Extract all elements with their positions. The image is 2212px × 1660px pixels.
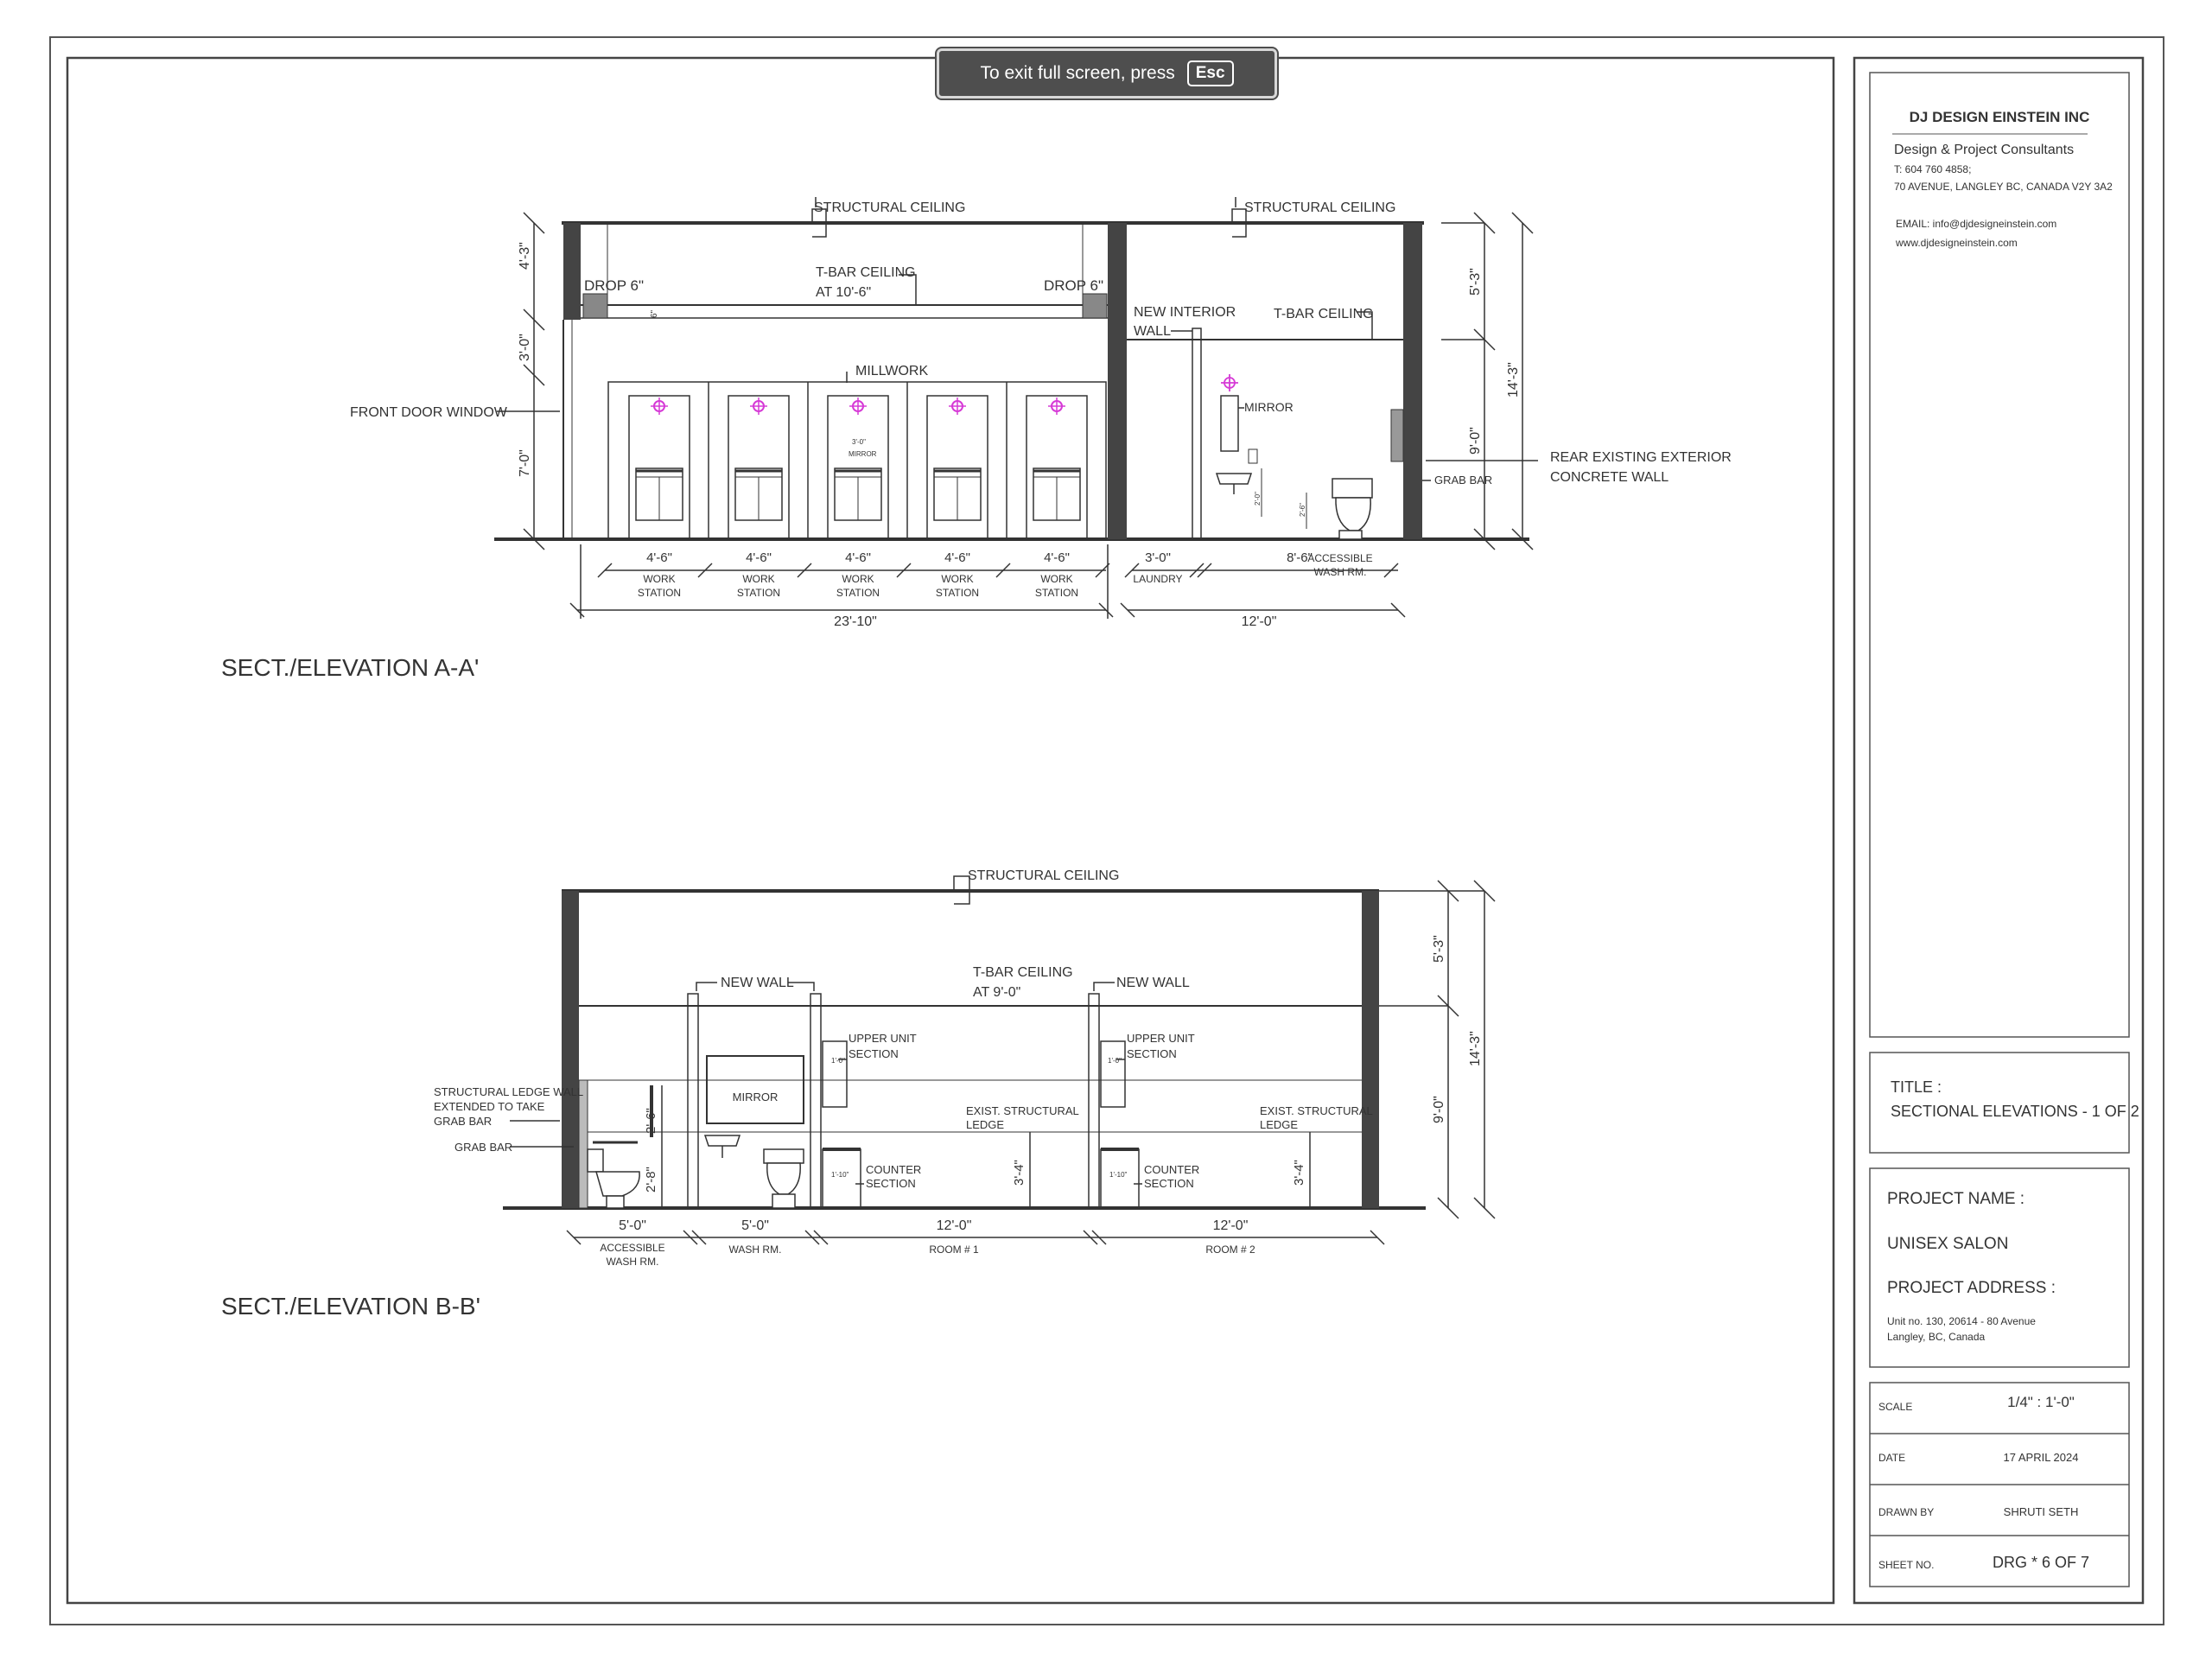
b-w1-label-1: ACCESSIBLE: [600, 1242, 665, 1254]
b-dim-2-6: 2'-6": [644, 1108, 658, 1134]
b-upper-unit-2b: SECTION: [1127, 1047, 1177, 1060]
station-label-1: WORK: [742, 573, 775, 585]
a-new-interior-wall-2: WALL: [1134, 324, 1171, 339]
work-station: [828, 396, 888, 599]
a-left-dim-2: 3'-0": [518, 334, 532, 361]
scale-label: SCALE: [1878, 1401, 1913, 1413]
a-total-left: 23'-10": [834, 614, 877, 629]
a-mirror: MIRROR: [1244, 400, 1294, 414]
b-upper-unit-1a: UPPER UNIT: [849, 1032, 917, 1045]
station-width: 4'-6": [746, 550, 772, 565]
b-new-wall-right: NEW WALL: [1116, 976, 1190, 990]
b-w3: 12'-0": [936, 1218, 972, 1233]
b-w3-label: ROOM # 1: [929, 1243, 979, 1256]
b-right-dim-2: 9'-0": [1432, 1096, 1446, 1123]
a-small-mirror: MIRROR: [849, 450, 877, 458]
b-right-dim-1: 5'-3": [1432, 935, 1446, 963]
sheet-label: SHEET NO.: [1878, 1559, 1935, 1571]
b-counter-1b: SECTION: [866, 1177, 916, 1190]
date-value: 17 APRIL 2024: [2003, 1451, 2079, 1464]
a-small-dim-26: 2'-6": [1299, 503, 1306, 517]
a-tbar-height: AT 10'-6": [816, 285, 872, 300]
station-label-2: STATION: [1034, 587, 1079, 599]
section-b-drawing: [503, 891, 1426, 1208]
section-a-title: SECT./ELEVATION A-A': [221, 654, 480, 681]
station-width: 4'-6": [646, 550, 672, 565]
b-dim-2-8: 2'-8": [644, 1167, 658, 1193]
work-stations: [629, 374, 1238, 599]
b-small-1-10-a: 1'-10": [831, 1171, 849, 1179]
title-value: SECTIONAL ELEVATIONS - 1 OF 2: [1891, 1103, 2139, 1120]
b-counter-2b: SECTION: [1144, 1177, 1194, 1190]
b-counter-1a: COUNTER: [866, 1163, 922, 1176]
firm-address: 70 AVENUE, LANGLEY BC, CANADA V2Y 3A2: [1894, 181, 2113, 193]
b-small-1-0-a: 1'-0": [831, 1057, 845, 1065]
a-grab-bar: GRAB BAR: [1434, 474, 1493, 487]
b-right-dim-3: 14'-3": [1468, 1031, 1483, 1066]
a-structural-ceiling-left: STRUCTURAL CEILING: [814, 200, 966, 215]
section-b-labels: [221, 868, 1483, 1320]
a-six-inch: 6": [650, 309, 659, 318]
b-small-1-10-b: 1'-10": [1109, 1171, 1128, 1179]
b-grab-bar: GRAB BAR: [454, 1141, 513, 1154]
station-label-2: STATION: [935, 587, 980, 599]
outer-border: [50, 37, 2164, 1625]
b-w1-label-2: WASH RM.: [606, 1256, 659, 1268]
a-tbar-ceiling-right: T-BAR CEILING: [1274, 307, 1374, 321]
a-rear-wall-2: CONCRETE WALL: [1550, 470, 1669, 485]
a-new-interior-wall-1: NEW INTERIOR: [1134, 305, 1236, 320]
b-small-1-0-b: 1'-0": [1108, 1057, 1122, 1065]
firm-phone: T: 604 760 4858;: [1894, 163, 1972, 175]
b-w2: 5'-0": [741, 1218, 769, 1233]
a-laundry-width: 3'-0": [1145, 550, 1171, 565]
a-washrm-width: 8'-6": [1287, 550, 1313, 565]
a-total-right: 12'-0": [1241, 614, 1277, 629]
work-station: [728, 396, 789, 599]
station-width: 4'-6": [845, 550, 871, 565]
b-w4: 12'-0": [1212, 1218, 1249, 1233]
a-rear-wall-1: REAR EXISTING EXTERIOR: [1550, 450, 1732, 465]
fullscreen-exit-message: To exit full screen, press: [980, 63, 1175, 83]
b-w1: 5'-0": [619, 1218, 646, 1233]
project-address-line1: Unit no. 130, 20614 - 80 Avenue: [1887, 1315, 2036, 1327]
esc-key-badge[interactable]: Esc: [1187, 60, 1234, 86]
b-dim-3-4-b: 3'-4": [1292, 1160, 1306, 1186]
light-fixture-icon: [1221, 374, 1238, 391]
a-mirror-dim: 3'-0": [852, 438, 866, 446]
b-upper-unit-2a: UPPER UNIT: [1127, 1032, 1195, 1045]
project-address-label: PROJECT ADDRESS :: [1887, 1279, 2056, 1297]
section-a-fixtures: [1217, 449, 1372, 539]
sheet-value: DRG * 6 OF 7: [1992, 1554, 2090, 1571]
b-ledge-2a: EXIST. STRUCTURAL: [1260, 1104, 1373, 1117]
station-width: 4'-6": [944, 550, 970, 565]
b-dim-3-4-a: 3'-4": [1012, 1160, 1027, 1186]
b-counter-2a: COUNTER: [1144, 1163, 1200, 1176]
station-label-2: STATION: [637, 587, 682, 599]
station-label-1: WORK: [842, 573, 874, 585]
project-name-label: PROJECT NAME :: [1887, 1190, 2025, 1208]
work-station: [629, 396, 690, 599]
station-label-1: WORK: [941, 573, 974, 585]
drawn-by-label: DRAWN BY: [1878, 1506, 1935, 1518]
b-ledge-1b: LEDGE: [966, 1118, 1005, 1131]
a-right-dim-2: 9'-0": [1468, 427, 1483, 455]
a-small-dim-2ft: 2'-0": [1254, 492, 1262, 506]
b-ledge-1a: EXIST. STRUCTURAL: [966, 1104, 1079, 1117]
a-right-dim-1: 5'-3": [1468, 268, 1483, 296]
station-label-1: WORK: [643, 573, 676, 585]
b-upper-unit-1b: SECTION: [849, 1047, 899, 1060]
b-w4-label: ROOM # 2: [1205, 1243, 1255, 1256]
section-a-labels: [221, 200, 1732, 681]
a-washrm-label-2: WASH RM.: [1313, 566, 1367, 578]
date-label: DATE: [1878, 1452, 1906, 1464]
a-washrm-label-1: ACCESSIBLE: [1307, 552, 1373, 564]
b-tbar-ceiling: T-BAR CEILING: [973, 965, 1073, 980]
b-tbar-height: AT 9'-0": [973, 985, 1021, 1000]
a-front-door-window: FRONT DOOR WINDOW: [350, 405, 507, 420]
firm-email: EMAIL: info@djdesigneinstein.com: [1896, 218, 2057, 230]
a-drop-left: DROP 6": [584, 277, 645, 294]
project-name: UNISEX SALON: [1887, 1235, 2009, 1253]
b-structural-ceiling: STRUCTURAL CEILING: [968, 868, 1120, 883]
drawing-frame: [67, 58, 1834, 1603]
station-label-2: STATION: [836, 587, 880, 599]
a-laundry-label: LAUNDRY: [1133, 573, 1183, 585]
b-structural-ledge-1: STRUCTURAL LEDGE WALL: [434, 1085, 584, 1098]
a-tbar-ceiling: T-BAR CEILING: [816, 265, 916, 280]
a-drop-right: DROP 6": [1044, 277, 1104, 294]
b-w2-label: WASH RM.: [728, 1243, 782, 1256]
b-ledge-2b: LEDGE: [1260, 1118, 1299, 1131]
firm-tagline: Design & Project Consultants: [1894, 143, 2075, 157]
a-millwork: MILLWORK: [855, 364, 929, 378]
firm-name: DJ DESIGN EINSTEIN INC: [1909, 109, 2090, 125]
fullscreen-exit-banner: [937, 48, 1277, 99]
station-label-2: STATION: [736, 587, 781, 599]
title-block-frame: [1854, 58, 2143, 1603]
project-address-line2: Langley, BC, Canada: [1887, 1331, 1986, 1343]
title-block: [1870, 73, 2139, 1587]
title-label: TITLE :: [1891, 1078, 1942, 1096]
section-b-fixtures: [588, 1135, 804, 1208]
a-structural-ceiling-right: STRUCTURAL CEILING: [1244, 200, 1396, 215]
a-left-dim-3: 7'-0": [518, 449, 532, 477]
station-width: 4'-6": [1044, 550, 1070, 565]
firm-website: www.djdesigneinstein.com: [1896, 237, 2018, 249]
station-label-1: WORK: [1040, 573, 1073, 585]
a-right-dim-3: 14'-3": [1506, 362, 1521, 398]
work-station: [1027, 396, 1087, 599]
a-left-dim-1: 4'-3": [518, 242, 532, 270]
b-new-wall-left: NEW WALL: [721, 976, 794, 990]
b-structural-ledge-3: GRAB BAR: [434, 1115, 493, 1128]
b-mirror: MIRROR: [732, 1091, 779, 1103]
work-station: [927, 396, 988, 599]
b-structural-ledge-2: EXTENDED TO TAKE: [434, 1100, 545, 1113]
drawn-by-value: SHRUTI SETH: [2003, 1505, 2079, 1518]
scale-value: 1/4" : 1'-0": [2007, 1394, 2075, 1410]
section-b-title: SECT./ELEVATION B-B': [221, 1293, 480, 1320]
